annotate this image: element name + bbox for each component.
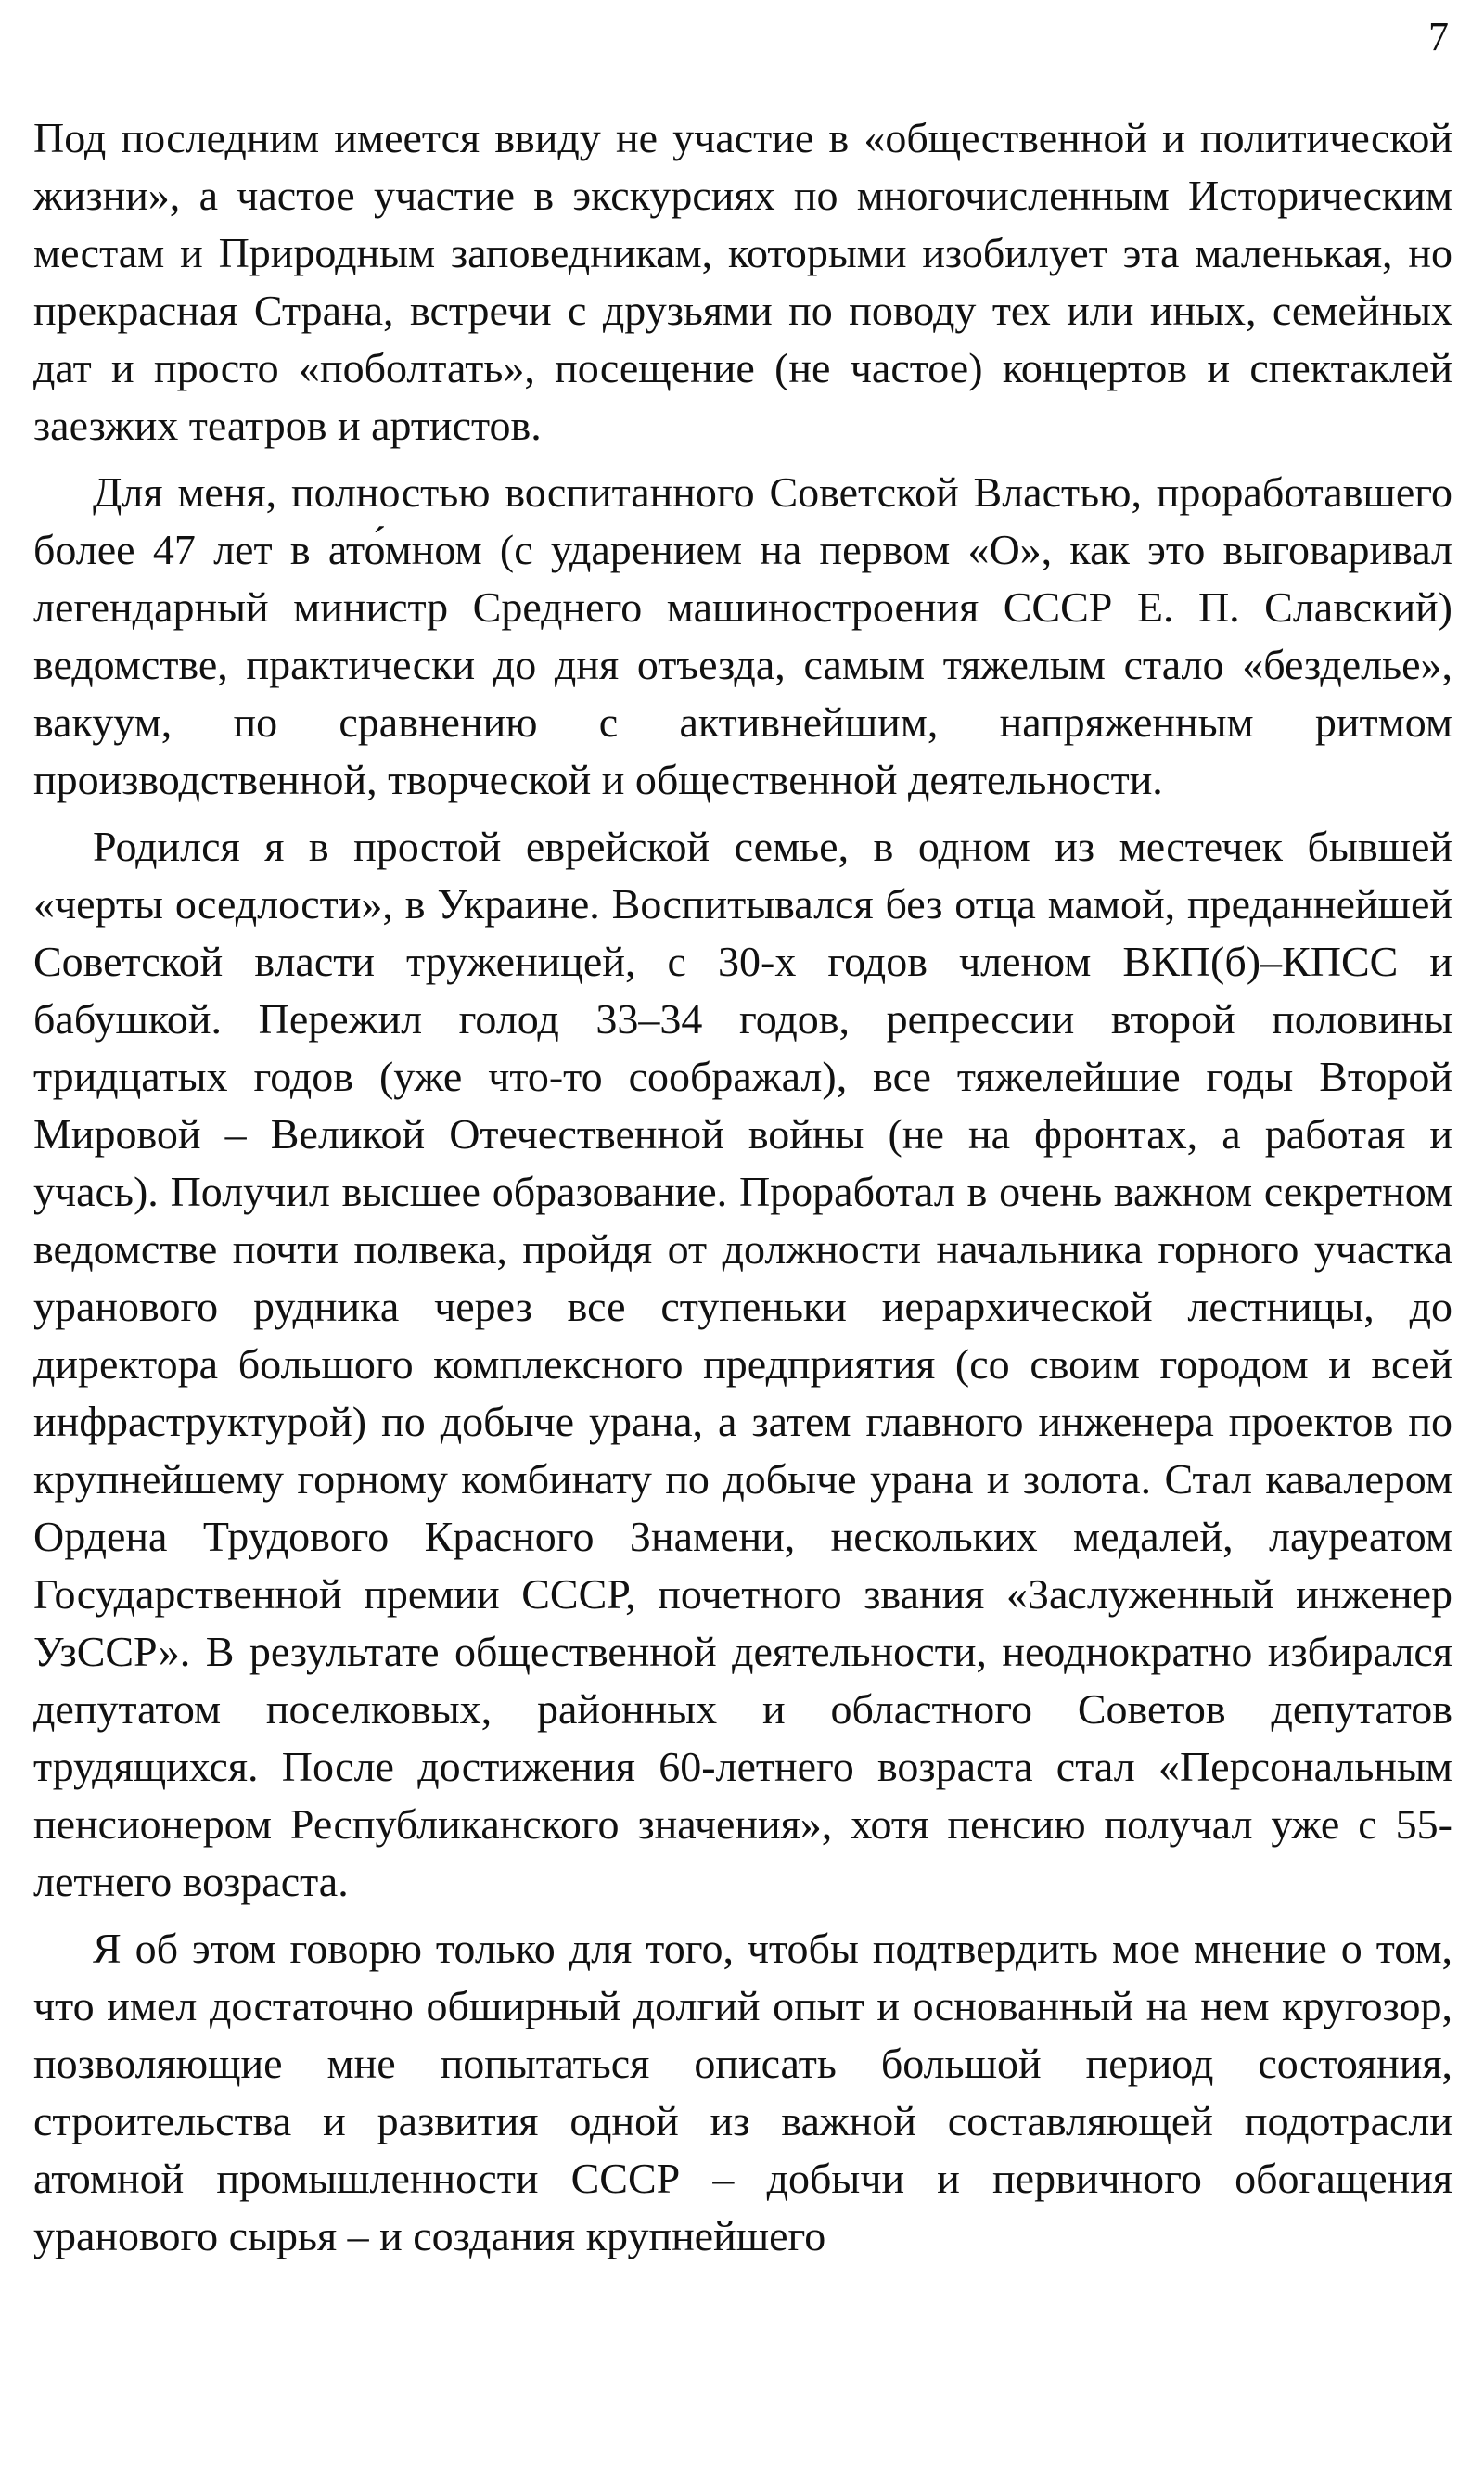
paragraph-1: Под последним имеется ввиду не участие в «общественной и политической жизни», а частое участие в экскурсиях по многочисленным Историческим местам и Природным заповедникам, которыми изобилует эта маленькая, но прекрасная Страна, встречи с друзьями по поводу тех или иных, семейных дат и просто «поболтать», посещение (не частое) концертов и спектаклей заезжих театров и артистов. — [33, 114, 1452, 449]
page-number: 7 — [1428, 14, 1449, 59]
paragraph-3: Родился я в простой еврейской семье, в одном из местечек бывшей «черты оседлости», в Украине. Воспитывался без отца мамой, преданнейшей Советской власти труженицей, с 30-х годов членом ВКП(б)–КПСС и бабушкой. Пережил голод 33–34 годов, репрессии второй половины тридцатых годов (уже что-то соображал), все тяжелейшие годы Второй Мировой – Великой Отечественной войны (не на фронтах, а работая и учась). Получил высшее образование. Проработал в очень важном секретном ведомстве почти полвека, пройдя от должности начальника горного участка уранового рудника через все ступеньки иерархической лестницы, до директора большого комплексного предприятия (со своим городом и всей инфраструктурой) по добыче урана, а затем главного инженера проектов по крупнейшему горному комбинату по добыче урана и золота. Стал кавалером Ордена Трудового Красного Знамени, нескольких медалей, лауреатом Государственной премии СССР, почетного звания «Заслуженный инженер УзССР». В результате общественной деятельности, неоднократно избирался депутатом поселковых, районных и областного Советов депутатов трудящихся. После достижения 60-летнего возраста стал «Персональным пенсионером Республиканского значения», хотя пенсию получал уже с 55-летнего возраста. — [33, 823, 1452, 1905]
page-body-text — [33, 109, 1452, 2274]
paragraph-4: Я об этом говорю только для того, чтобы подтвердить мое мнение о том, что имел достаточно обширный долгий опыт и основанный на нем кругозор, позволяющие мне попытаться описать большой период состояния, строительства и развития одной из важной составляющей подотрасли атомной промышленности СССР – добычи и первичного обогащения уранового сырья – и создания крупнейшего — [33, 1925, 1452, 2259]
paragraph-2: Для меня, полностью воспитанного Советской Властью, проработавшего более 47 лет в ато́мном (с ударением на первом «О», как это выговаривал легендарный министр Среднего машиностроения СССР Е. П. Славский) ведомстве, практически до дня отъезда, самым тяжелым стало «безделье», вакуум, по сравнению с активнейшим, напряженным ритмом производственной, творческой и общественной деятельности. — [33, 468, 1452, 803]
